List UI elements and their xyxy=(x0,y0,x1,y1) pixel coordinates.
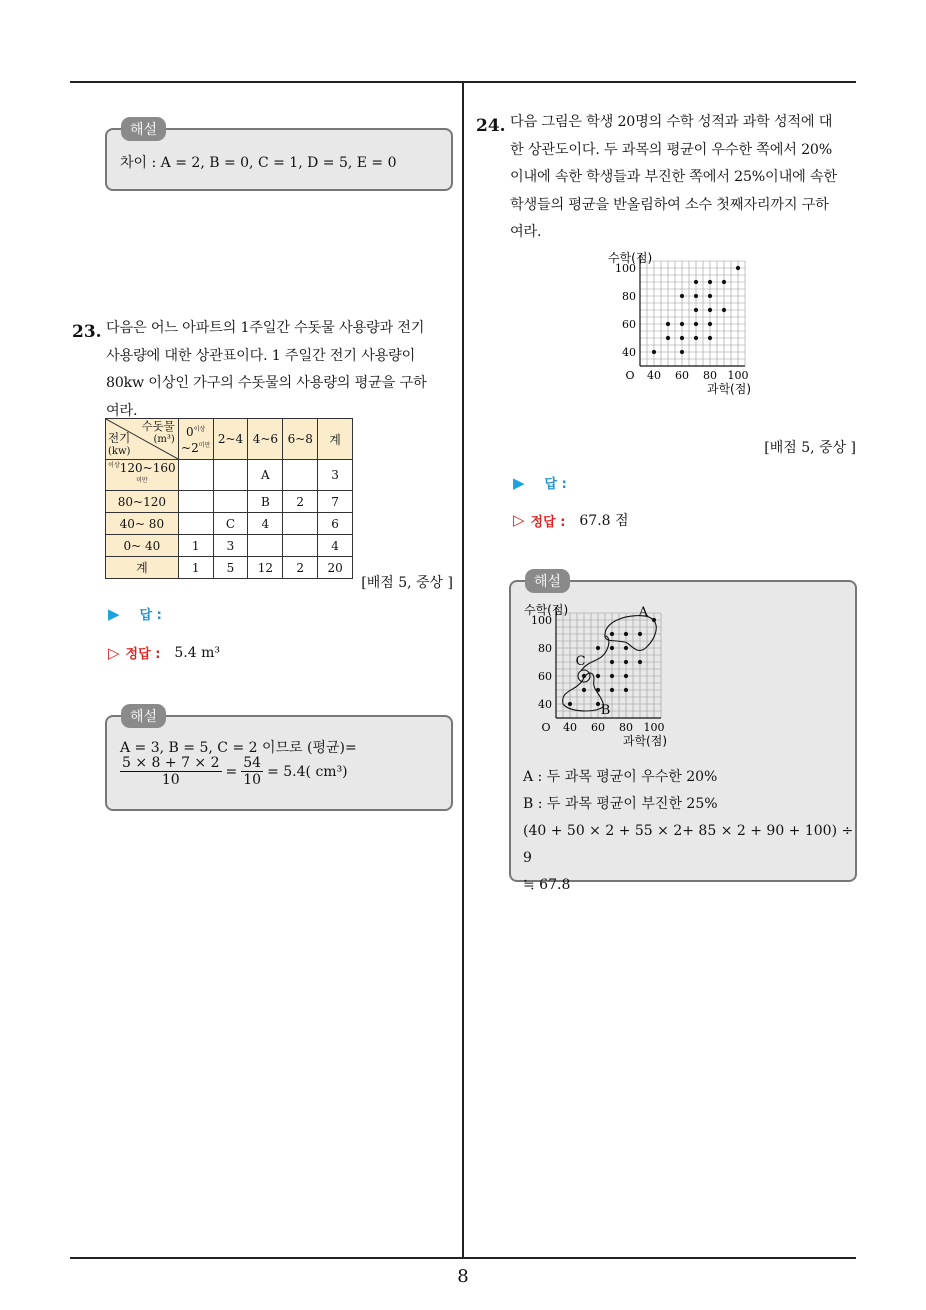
data-point xyxy=(582,688,586,692)
table-cell: 6 xyxy=(318,513,353,535)
x-tick-label: 60 xyxy=(591,721,605,734)
q23-line: 다음은 어느 아파트의 1주일간 수돗물 사용량과 전기 xyxy=(106,320,425,336)
q23-number: 23. xyxy=(72,322,102,342)
data-point xyxy=(568,702,572,706)
fraction-denominator: 10 xyxy=(161,772,180,788)
page-number: 8 xyxy=(457,1266,469,1287)
result-text: = 5.4( cm³) xyxy=(267,763,348,780)
col0-note-top: 이상 xyxy=(193,426,206,433)
x-tick-label: 40 xyxy=(647,369,661,382)
origin-label: O xyxy=(625,369,635,382)
fraction-numerator: 5 × 8 + 7 × 2 xyxy=(122,755,220,771)
data-point xyxy=(708,308,712,312)
table-cell: 3 xyxy=(318,460,353,491)
q24-solution-box xyxy=(509,574,857,893)
data-point xyxy=(596,674,600,678)
table-cell: 20 xyxy=(318,557,353,579)
header-col0 xyxy=(178,419,213,460)
correlation-table xyxy=(105,418,353,579)
table-cell xyxy=(283,535,318,557)
scatter-plot-annotated xyxy=(516,600,706,770)
data-point xyxy=(624,688,628,692)
table-cell: 2 xyxy=(283,557,318,579)
data-point xyxy=(610,674,614,678)
label-c: C xyxy=(575,653,586,669)
table-cell: 4 xyxy=(248,513,283,535)
label-a: A xyxy=(638,604,648,620)
scatter-plot xyxy=(600,248,790,418)
table-cell xyxy=(178,491,213,513)
data-point xyxy=(680,322,684,326)
correct-label: 정답 : xyxy=(125,647,161,662)
table-cell xyxy=(283,460,318,491)
q24-text xyxy=(510,109,860,247)
row-label: 0~ 40 xyxy=(106,535,179,557)
data-point xyxy=(624,660,628,664)
fraction xyxy=(120,755,222,788)
y-tick-label: 40 xyxy=(538,698,552,711)
q24-line: 다음 그림은 학생 20명의 수학 성적과 과학 성적에 대 xyxy=(510,114,833,130)
equals-sign: = xyxy=(225,763,238,780)
data-point xyxy=(694,322,698,326)
answer-label: 답 : xyxy=(139,608,162,623)
fraction-denominator: 10 xyxy=(243,772,262,788)
q23-correct-row xyxy=(108,643,220,662)
table-cell: 3 xyxy=(213,535,248,557)
table-cell xyxy=(213,460,248,491)
y-tick-label: 100 xyxy=(615,262,636,275)
q24-solution-text xyxy=(523,764,855,899)
data-point xyxy=(624,674,628,678)
q23-score: [배점 5, 중상 ] xyxy=(361,575,453,591)
row-label-text: 120~160 xyxy=(119,461,176,475)
x-tick-label: 80 xyxy=(703,369,717,382)
corner-top-unit: (m³) xyxy=(153,434,175,445)
table-cell xyxy=(213,491,248,513)
solution-line-a: A : 두 과목 평균이 우수한 20% xyxy=(523,769,718,785)
table-cell: 1 xyxy=(178,557,213,579)
data-point xyxy=(666,336,670,340)
q23-solution-box xyxy=(105,709,453,811)
correct-value: 5.4 m³ xyxy=(174,644,220,661)
q24-answer-row xyxy=(513,473,567,492)
q24-line: 한 상관도이다. 두 과목의 평균이 우수한 쪽에서 20% xyxy=(510,141,833,158)
solution-line-b: B : 두 과목 평균이 부진한 25% xyxy=(523,796,718,812)
table-cell: 7 xyxy=(318,491,353,513)
solution-tag: 해설 xyxy=(121,117,166,141)
corner-left-label: 전기 xyxy=(108,431,131,445)
data-point xyxy=(610,688,614,692)
col0-bottom: ~2 xyxy=(181,441,199,455)
y-tick-label: 80 xyxy=(538,642,552,655)
q23-line: 여라. xyxy=(106,402,138,419)
table-cell xyxy=(283,513,318,535)
row-label: 80~120 xyxy=(106,491,179,513)
data-point xyxy=(638,632,642,636)
data-point xyxy=(708,280,712,284)
row-label xyxy=(106,460,179,491)
data-point xyxy=(708,336,712,340)
solution-line-result: ≒ 67.8 xyxy=(523,877,571,893)
q24-score: [배점 5, 중상 ] xyxy=(764,440,856,456)
header-cell: 계 xyxy=(318,419,353,460)
fraction xyxy=(241,755,263,788)
solution-line-calc: (40 + 50 × 2 + 55 × 2+ 85 × 2 + 90 + 100) ÷ 9 xyxy=(523,823,854,866)
q24-number: 24. xyxy=(476,116,506,136)
data-point xyxy=(652,350,656,354)
correct-label: 정답 : xyxy=(530,514,566,530)
row-label: 40~ 80 xyxy=(106,513,179,535)
solution-tag: 해설 xyxy=(525,569,570,593)
q24-correct-row xyxy=(513,510,629,530)
y-tick-label: 100 xyxy=(531,614,552,627)
data-point xyxy=(610,632,614,636)
outline-triangle-icon: ▷ xyxy=(108,643,120,662)
table-cell: 1 xyxy=(178,535,213,557)
x-tick-label: 60 xyxy=(675,369,689,382)
column-divider xyxy=(462,82,464,1258)
data-point xyxy=(680,294,684,298)
table-cell: C xyxy=(213,513,248,535)
col0-note-bottom: 미만 xyxy=(198,442,211,449)
q23-text xyxy=(106,315,456,425)
label-b: B xyxy=(600,702,611,718)
y-axis-label: 수학(점) xyxy=(524,603,569,617)
data-point xyxy=(708,322,712,326)
y-axis-label: 수학(점) xyxy=(608,251,653,265)
table-cell xyxy=(248,535,283,557)
q23-solution-formula xyxy=(120,755,348,788)
x-tick-label: 100 xyxy=(643,721,665,734)
data-point xyxy=(708,294,712,298)
corner-left-unit: (kw) xyxy=(108,446,131,457)
q22-solution-box xyxy=(105,122,453,191)
data-point xyxy=(680,336,684,340)
table-cell: B xyxy=(248,491,283,513)
data-point xyxy=(694,308,698,312)
q24-line: 이내에 속한 학생들과 부진한 쪽에서 25%이내에 속한 xyxy=(510,169,837,185)
q23-line: 80kw 이상인 가구의 수돗물의 사용량의 평균을 구하 xyxy=(106,375,427,391)
data-point xyxy=(722,280,726,284)
row0-note-left: 이상 xyxy=(108,462,120,469)
data-point xyxy=(694,280,698,284)
data-point xyxy=(694,336,698,340)
data-point xyxy=(722,308,726,312)
q22-solution-text: 차이 : A = 2, B = 0, C = 1, D = 5, E = 0 xyxy=(120,155,397,171)
table-cell xyxy=(178,513,213,535)
q23-solution-line1: A = 3, B = 5, C = 2 이므로 (평균)= xyxy=(120,740,357,756)
data-point xyxy=(736,266,740,270)
y-tick-label: 80 xyxy=(622,290,636,303)
bottom-rule xyxy=(70,1257,856,1259)
fraction-numerator: 54 xyxy=(243,755,262,771)
table-row xyxy=(106,557,353,579)
table-cell: 12 xyxy=(248,557,283,579)
col0-top: 0 xyxy=(186,425,194,439)
row0-note-right: 미만 xyxy=(136,477,148,484)
data-point xyxy=(694,294,698,298)
y-tick-label: 60 xyxy=(538,670,552,683)
origin-label: O xyxy=(541,721,551,734)
table-row xyxy=(106,491,353,513)
outline-triangle-icon: ▷ xyxy=(513,511,525,529)
data-point xyxy=(596,646,600,650)
play-triangle-icon: ▶ xyxy=(108,604,120,623)
q24-line: 학생들의 평균을 반올림하여 소수 첫째자리까지 구하 xyxy=(510,196,829,213)
table-row xyxy=(106,513,353,535)
row-label: 계 xyxy=(106,557,179,579)
header-cell: 4~6 xyxy=(248,419,283,460)
table-row xyxy=(106,535,353,557)
data-point xyxy=(610,660,614,664)
correct-value: 67.8 점 xyxy=(579,513,629,529)
solution-tag: 해설 xyxy=(121,704,166,728)
x-tick-label: 40 xyxy=(563,721,577,734)
corner-top-label: 수돗물 xyxy=(141,419,175,433)
x-tick-label: 80 xyxy=(619,721,633,734)
header-cell: 6~8 xyxy=(283,419,318,460)
data-point xyxy=(624,632,628,636)
y-tick-label: 60 xyxy=(622,318,636,331)
table-row xyxy=(106,460,353,491)
table-cell: 5 xyxy=(213,557,248,579)
header-cell: 2~4 xyxy=(213,419,248,460)
data-point xyxy=(596,702,600,706)
play-triangle-icon: ▶ xyxy=(513,473,525,492)
table-cell: 4 xyxy=(318,535,353,557)
table-cell: 2 xyxy=(283,491,318,513)
q23-line: 사용량에 대한 상관표이다. 1 주일간 전기 사용량이 xyxy=(106,347,416,364)
data-point xyxy=(624,646,628,650)
y-tick-label: 40 xyxy=(622,346,636,359)
table-corner-cell xyxy=(106,419,179,460)
data-point xyxy=(638,660,642,664)
x-axis-label: 과학(점) xyxy=(706,382,751,396)
answer-label: 답 : xyxy=(544,477,567,492)
x-tick-label: 100 xyxy=(727,369,749,382)
data-point xyxy=(666,322,670,326)
table-cell: A xyxy=(248,460,283,491)
x-axis-label: 과학(점) xyxy=(622,734,667,748)
q23-answer-row xyxy=(108,604,162,623)
q24-line: 여라. xyxy=(510,224,542,240)
table-cell xyxy=(178,460,213,491)
data-point xyxy=(610,646,614,650)
data-point xyxy=(680,350,684,354)
